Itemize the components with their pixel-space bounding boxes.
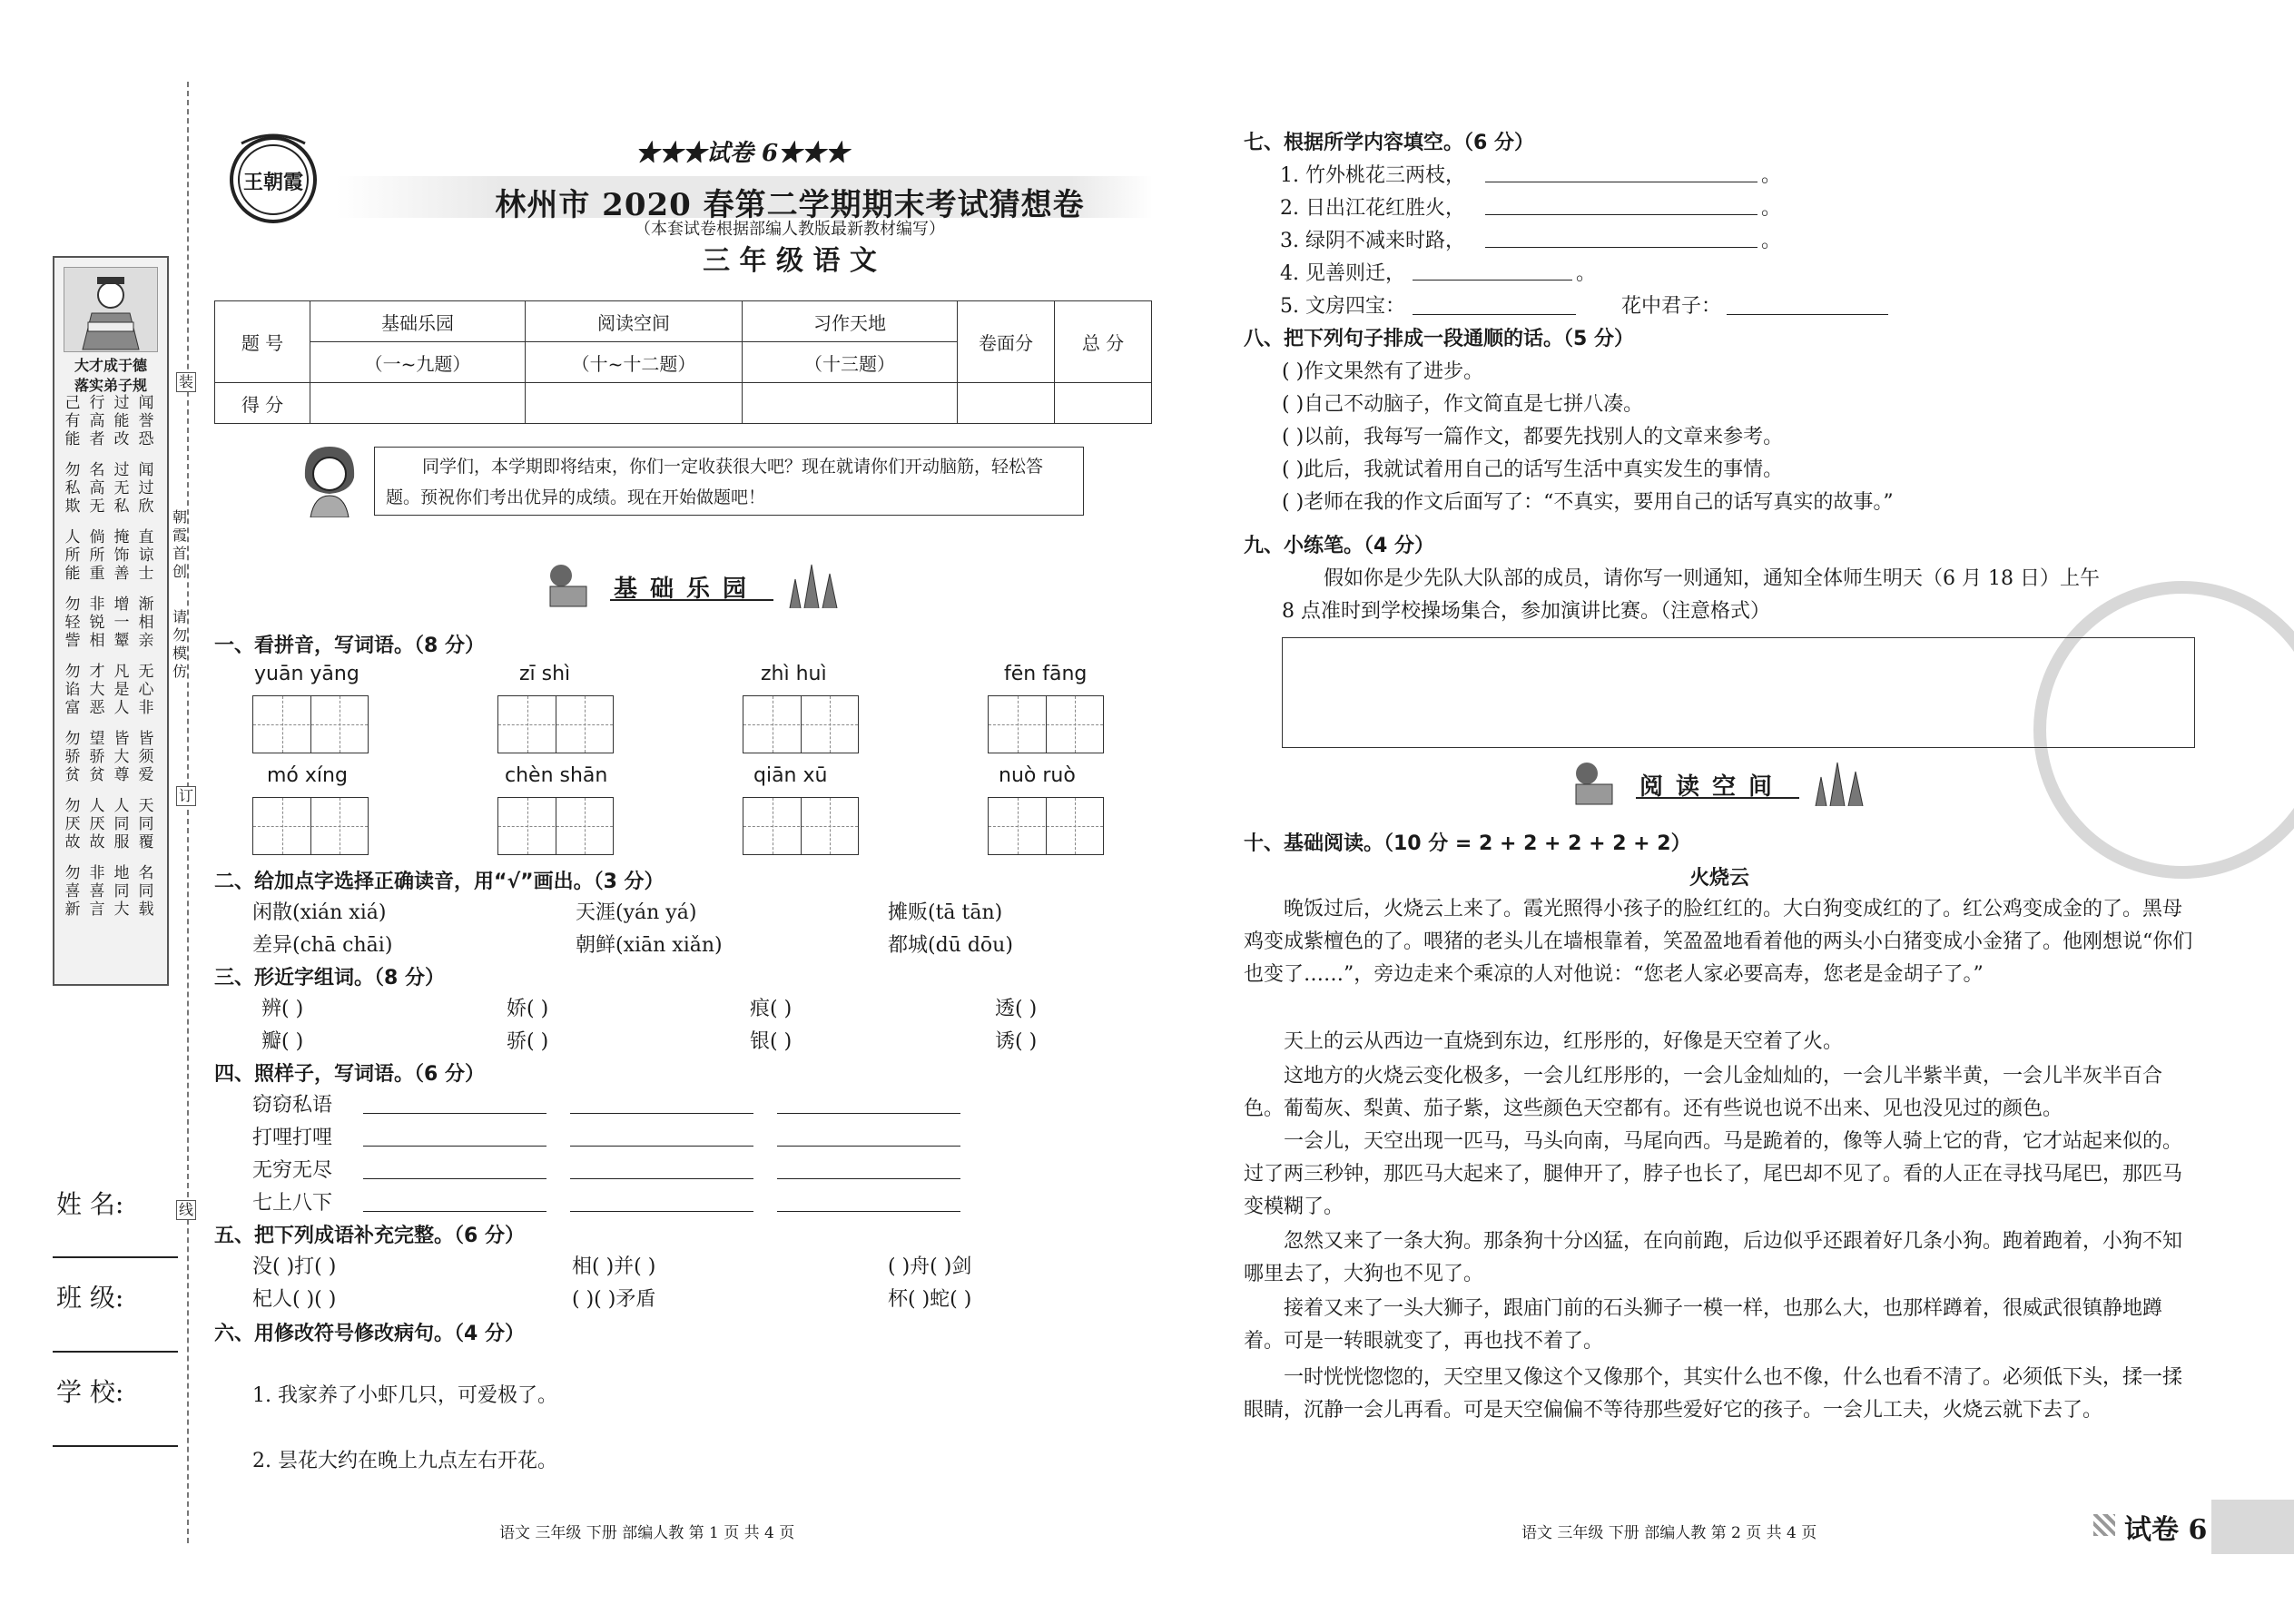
q4-answer-blank[interactable] (777, 1113, 960, 1114)
q4-example: 窃窃私语 (252, 1094, 333, 1117)
footer-left: 语文 三年级 下册 部编人教 第 1 页 共 4 页 (499, 1524, 795, 1542)
q9-title: 九、小练笔。（4 分） (1244, 535, 1434, 557)
passage-paragraph: 一时恍恍惚惚的，天空里又像这个又像那个，其实什么也不像，什么也看不清了。必须低下头，揉一揉眼睛，沉静一会儿再看。可是天空偏偏不等待那些爱好它的孩子。一会儿工夫，火烧云就下去了。 (1244, 1366, 2183, 1422)
banner-underline (610, 599, 773, 601)
sidebar-verse: 直谅士 (138, 528, 154, 583)
q5-item[interactable]: ( )( )矛盾 (572, 1288, 656, 1311)
q8-item[interactable]: ( )自己不动脑子，作文简直是七拼八凑。 (1282, 393, 1644, 416)
score-range-writing: （十三题） (743, 342, 958, 383)
section-banner-reading (1567, 759, 1876, 806)
q6-title: 六、用修改符号修改病句。（4 分） (214, 1323, 525, 1345)
q4-example: 七上八下 (252, 1192, 333, 1215)
q3-item[interactable]: 银( ) (750, 1030, 793, 1053)
scholar-figure-image (64, 267, 158, 352)
q7-item: 5. 文房四宝： (1280, 295, 1405, 318)
banner-underline (1636, 797, 1799, 799)
score-range-basic: （一~九题） (310, 342, 526, 383)
sidebar-verse: 皆须爱 (138, 730, 154, 784)
score-row-label: 得 分 (215, 383, 310, 424)
q7-blank[interactable] (1485, 214, 1757, 215)
q8-item[interactable]: ( )作文果然有了进步。 (1282, 360, 1484, 383)
reading-boy-icon (1567, 759, 1621, 806)
q2-item[interactable]: 都城(dū dōu) (888, 934, 1013, 957)
logo-text: 王朝霞 (242, 171, 303, 194)
q5-item[interactable]: 杞人( )( ) (252, 1288, 337, 1311)
class-label: 班 级: (56, 1283, 124, 1313)
sidebar-verse: 渐相亲 (138, 595, 154, 650)
sidebar-verse: 皆大尊 (113, 730, 130, 784)
q4-answer-blank[interactable] (777, 1146, 960, 1147)
sidebar-verse: 闻过欣 (138, 461, 154, 516)
score-range-reading: （十~十二题） (526, 342, 743, 383)
sidebar-verse: 才大恶 (89, 663, 105, 717)
passage-paragraph: 这地方的火烧云变化极多，一会儿红彤彤的，一会儿金灿灿的，一会儿半紫半黄，一会儿半灰半百合色。葡萄灰、梨黄、茄子紫，这些颜色天空都有。还有些说也说不出来、见也没见过的颜色。 (1244, 1065, 2163, 1120)
castle-icon (786, 561, 846, 608)
q4-answer-blank[interactable] (363, 1178, 546, 1179)
banner-title: 基础乐园 (614, 576, 760, 603)
sidebar-verse: 天同覆 (138, 797, 154, 851)
q7-period: 。 (1576, 262, 1597, 285)
q5-title: 五、把下列成语补充完整。（6 分） (214, 1225, 525, 1247)
q4-example: 打哩打哩 (252, 1127, 333, 1149)
sidebar-verse: 人厌故 (89, 797, 105, 851)
sidebar-verse: 地同大 (113, 864, 130, 919)
q7-blank[interactable] (1485, 247, 1757, 248)
sidebar-verse: 非喜言 (89, 864, 105, 919)
pinyin: zhì huì (761, 663, 827, 685)
q2-title: 二、给加点字选择正确读音，用“√”画出。（3 分） (214, 871, 665, 893)
score-cell[interactable] (1055, 383, 1152, 424)
reading-boy-icon (541, 561, 596, 608)
q4-answer-blank[interactable] (777, 1211, 960, 1212)
score-cell[interactable] (526, 383, 743, 424)
q7-title: 七、根据所学内容填空。（6 分） (1244, 132, 1534, 154)
writing-grid[interactable] (743, 695, 859, 753)
writing-grid[interactable] (497, 695, 614, 753)
q6-item[interactable]: 2. 昙花大约在晚上九点左右开花。 (252, 1450, 557, 1472)
q7-item: 1. 竹外桃花三两枝， (1280, 164, 1465, 187)
q7-period: 。 (1761, 164, 1782, 187)
sidebar-verse: 闻誉恐 (138, 394, 154, 448)
sidebar-verse: 无心非 (138, 663, 154, 717)
score-cell[interactable] (958, 383, 1055, 424)
q2-item[interactable]: 天涯(yán yá) (576, 901, 697, 924)
score-col-basic: 基础乐园 (310, 301, 526, 342)
sidebar-verse: 掩饰善 (113, 528, 130, 583)
q7-item: 3. 绿阴不减来时路， (1280, 230, 1465, 252)
footer-right: 语文 三年级 下册 部编人教 第 2 页 共 4 页 (1521, 1524, 1817, 1542)
score-table (214, 300, 1152, 424)
name-field[interactable] (53, 1256, 178, 1258)
q2-item[interactable]: 差异(chā chāi) (252, 934, 393, 957)
footer-paper-tag: 试卷 6 (2124, 1514, 2208, 1546)
sidebar-verse: 勿谄富 (64, 663, 81, 717)
corner-pattern (2093, 1514, 2115, 1536)
castle-icon (1812, 759, 1872, 806)
q5-item[interactable]: 杯( )蛇( ) (888, 1288, 972, 1311)
sidebar-verse: 非锐相 (89, 595, 105, 650)
q9-prompt: 8 点准时到学校操场集合，参加演讲比赛。（注意格式） (1282, 600, 1770, 623)
score-table-header: 题 号 (215, 301, 310, 383)
q7-period: 。 (1761, 230, 1782, 252)
pinyin: nuò ruò (999, 764, 1076, 787)
sidebar-verse: 增一颦 (113, 595, 130, 650)
pinyin: chèn shān (505, 764, 608, 787)
logo (214, 127, 332, 227)
sidebar-verse: 勿骄贫 (64, 730, 81, 784)
sidebar-verse: 勿轻訾 (64, 595, 81, 650)
pinyin: qiān xū (753, 764, 828, 787)
sidebar-caption: 大才成于德 落实弟子规 (74, 357, 147, 394)
q7-item: 花中君子： (1621, 295, 1722, 318)
q5-item[interactable]: 相( )并( ) (572, 1255, 656, 1278)
vertical-note-2: 请勿模仿 (172, 608, 187, 680)
q2-item[interactable]: 朝鲜(xiān xiǎn) (576, 934, 723, 957)
q9-prompt: 假如你是少先队大队部的成员，请你写一则通知，通知全体师生明天（6 月 18 日）上午 (1324, 567, 2100, 590)
q4-title: 四、照样子，写词语。（6 分） (214, 1063, 485, 1086)
name-label: 姓 名: (56, 1189, 124, 1219)
q7-blank[interactable] (1727, 314, 1888, 315)
writing-grid[interactable] (497, 797, 614, 855)
score-cell[interactable] (743, 383, 958, 424)
notice-box (374, 447, 1084, 516)
sidebar-panel (53, 256, 169, 986)
writing-grid[interactable] (988, 797, 1104, 855)
sidebar-verse: 名同载 (138, 864, 154, 919)
sidebar-verse: 望骄贫 (89, 730, 105, 784)
sidebar-verse: 过能改 (113, 394, 130, 448)
q7-period: 。 (1761, 197, 1782, 220)
girl-icon (296, 441, 363, 517)
paper-number: ★★★试卷 6★★★ (635, 140, 850, 167)
q4-answer-blank[interactable] (570, 1113, 753, 1114)
score-col-reading: 阅读空间 (526, 301, 743, 342)
class-field[interactable] (53, 1351, 178, 1353)
q4-answer-blank[interactable] (777, 1178, 960, 1179)
q5-item[interactable]: ( )舟( )剑 (888, 1255, 972, 1278)
seal-char-1: 装 (176, 372, 196, 392)
sidebar-verse: 人同服 (113, 797, 130, 851)
section-banner-basic (541, 561, 850, 608)
notice-text: 同学们，本学期即将结束，你们一定收获很大吧？现在就请你们开动脑筋，轻松答题。预祝你们考出优异的成绩。现在开始做题吧！ (386, 457, 1044, 507)
subject-title: 三 年 级 语 文 (703, 245, 877, 277)
score-cell[interactable] (310, 383, 526, 424)
q6-item[interactable]: 1. 我家养了小虾几只，可爱极了。 (252, 1384, 557, 1407)
q10-title: 十、基础阅读。（10 分 = 2 + 2 + 2 + 2 + 2） (1244, 832, 1691, 855)
corner-tab (2211, 1500, 2294, 1554)
q4-answer-blank[interactable] (363, 1113, 546, 1114)
school-label: 学 校: (56, 1377, 124, 1407)
passage-paragraph: 晚饭过后，火烧云上来了。霞光照得小孩子的脸红红的。大白狗变成红的了。红公鸡变成金的了。黑母鸡变成紫檀色的了。喂猪的老头儿在墙根靠着，笑盈盈地看着他的两头小白猪变成小金猪了。他刚想说“你们也变了……”，旁边走来个乘凉的人对他说：“您老人家必要高寿，您老是金胡子了。” (1244, 898, 2193, 986)
q3-title: 三、形近字组词。（8 分） (214, 967, 445, 989)
q1-title: 一、看拼音，写词语。（8 分） (214, 635, 485, 657)
sidebar-verse: 名高无 (89, 461, 105, 516)
q8-item[interactable]: ( )此后，我就试着用自己的话写生活中真实发生的事情。 (1282, 458, 1784, 481)
q4-answer-blank[interactable] (363, 1146, 546, 1147)
q3-item[interactable]: 透( ) (995, 998, 1038, 1020)
q4-answer-blank[interactable] (570, 1211, 753, 1212)
seal-char-3: 线 (176, 1200, 196, 1220)
writing-grid[interactable] (743, 797, 859, 855)
banner-title: 阅读空间 (1639, 773, 1786, 801)
q4-example: 无穷无尽 (252, 1159, 333, 1182)
sidebar-verse: 过无私 (113, 461, 130, 516)
q3-item[interactable]: 痕( ) (750, 998, 793, 1020)
passage-paragraph: 接着又来了一头大狮子，跟庙门前的石头狮子一模一样，也那么大，也那样蹲着，很威武很镇静地蹲着。可是一转眼就变了，再也找不着了。 (1244, 1297, 2163, 1353)
q3-item[interactable]: 娇( ) (507, 998, 549, 1020)
fold-line (187, 82, 189, 1543)
passage-paragraph: 一会儿，天空出现一匹马，马头向南，马尾向西。马是跪着的，像等人骑上它的背，它才站起来似的。过了两三秒钟，那匹马大起来了，腿伸开了，脖子也长了，尾巴却不见了。看的人正在寻找马尾巴，那匹马变模糊了。 (1244, 1130, 2183, 1218)
scholar-icon (64, 268, 157, 351)
writing-grid[interactable] (252, 695, 369, 753)
pinyin: zī shì (519, 663, 571, 685)
pinyin: fēn fāng (1004, 663, 1088, 685)
q2-item[interactable]: 摊贩(tā tān) (888, 901, 1003, 924)
seal-char-2: 订 (176, 786, 196, 806)
score-col-writing: 习作天地 (743, 301, 958, 342)
score-col-neatness: 卷面分 (958, 301, 1055, 383)
q8-item[interactable]: ( )老师在我的作文后面写了：“不真实，要用自己的话写真实的故事。” (1282, 491, 1894, 514)
pinyin: yuān yāng (254, 663, 359, 685)
score-col-total: 总 分 (1055, 301, 1152, 383)
q8-title: 八、把下列句子排成一段通顺的话。（5 分） (1244, 328, 1634, 350)
q7-blank[interactable] (1413, 314, 1576, 315)
sidebar-verse: 行高者 (89, 394, 105, 448)
writing-grid[interactable] (252, 797, 369, 855)
passage-title: 火烧云 (1689, 866, 1749, 890)
q3-item[interactable]: 辨( ) (261, 998, 304, 1020)
pinyin: mó xíng (267, 764, 348, 787)
q7-item: 4. 见善则迁， (1280, 262, 1405, 285)
vertical-note-1: 朝霞首创 (172, 508, 187, 580)
q5-item[interactable]: 没( )打( ) (252, 1255, 337, 1278)
q4-answer-blank[interactable] (570, 1146, 753, 1147)
school-field[interactable] (53, 1445, 178, 1447)
sidebar-verse: 勿喜新 (64, 864, 81, 919)
writing-grid[interactable] (988, 695, 1104, 753)
q7-item: 2. 日出江花红胜火， (1280, 197, 1465, 220)
q8-item[interactable]: ( )以前，我每写一篇作文，都要先找别人的文章来参考。 (1282, 426, 1784, 448)
q3-item[interactable]: 瓣( ) (261, 1030, 304, 1053)
q7-blank[interactable] (1413, 280, 1572, 281)
q3-item[interactable]: 骄( ) (507, 1030, 549, 1053)
notice-writing-box[interactable] (1282, 637, 2195, 748)
passage-paragraph: 忽然又来了一条大狗。那条狗十分凶猛，在向前跑，后边似乎还跟着好几条小狗。跑着跑着，小狗不知哪里去了，大狗也不见了。 (1244, 1230, 2183, 1285)
passage-paragraph: 天上的云从西边一直烧到东边，红彤彤的，好像是天空着了火。 (1284, 1030, 1844, 1053)
sidebar-verse: 人所能 (64, 528, 81, 583)
q4-answer-blank[interactable] (570, 1178, 753, 1179)
sidebar-verse: 勿私欺 (64, 461, 81, 516)
q2-item[interactable]: 闲散(xián xiá) (252, 901, 387, 924)
sidebar-verse: 倘所重 (89, 528, 105, 583)
girl-illustration (296, 441, 363, 517)
exam-subtitle: （本套试卷根据部编人教版最新教材编写） (635, 220, 945, 239)
q4-answer-blank[interactable] (363, 1211, 546, 1212)
sidebar-verse: 勿厌故 (64, 797, 81, 851)
sidebar-verse: 己有能 (64, 394, 81, 448)
q3-item[interactable]: 诱( ) (995, 1030, 1038, 1053)
exam-title: 林州市 2020 春第二学期期末考试猜想卷 (495, 187, 1085, 223)
sidebar-verse: 凡是人 (113, 663, 130, 717)
